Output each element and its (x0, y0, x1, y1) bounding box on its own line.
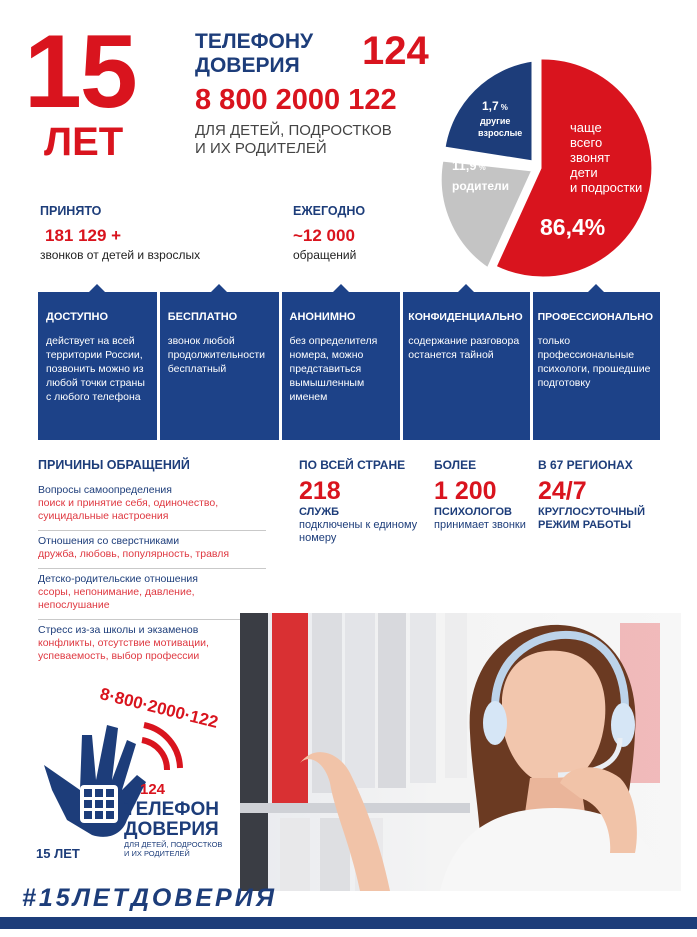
signal-arc-2 (144, 725, 180, 768)
reason-title: Вопросы самоопределения (38, 484, 172, 496)
feature-confidential (403, 292, 529, 440)
years-word: ЛЕТ (44, 120, 124, 164)
reason-sub: ссоры, непонимание, давление, непослушание (38, 586, 195, 611)
kpi-sub (434, 506, 534, 532)
bottom-bar (0, 917, 697, 929)
feature-text: действует на всей территории России, позвонить можно из любой точки страны с любого телефона (46, 335, 145, 403)
pie-label-children-1: чаще (570, 120, 602, 135)
list-item (38, 480, 266, 531)
kpi-sub-bold-2: РЕЖИМ РАБОТЫ (538, 519, 632, 531)
feature-text: только профессиональные психологи, прошедшие подготовку (537, 335, 651, 389)
stat-yearly-value: ~12 000 (293, 226, 355, 245)
feature-title: КОНФИДЕНЦИАЛЬНО (408, 311, 523, 323)
logo-for-line-1: ДЛЯ ДЕТЕЙ, ПОДРОСТКОВ (124, 840, 223, 849)
kpi-sub-bold: КРУГЛОСУТОЧНЫЙ (538, 506, 645, 518)
kpi-value: 1 200 (434, 477, 497, 505)
audience-text (195, 122, 415, 158)
pie-label-other-1: другие (480, 116, 511, 126)
operator-photo (240, 613, 681, 891)
feature-title: АНОНИМНО (289, 311, 356, 323)
kpi-sub-bold: ПСИХОЛОГОВ (434, 506, 512, 518)
pie-label-children-2: всего (570, 135, 603, 150)
stat-yearly-label: ЕЖЕГОДНО (293, 204, 366, 218)
keypad-buttons (84, 789, 114, 819)
feature-text: звонок любой продолжительности бесплатный (167, 335, 265, 375)
kpi-label: ПО ВСЕЙ СТРАНЕ (299, 458, 406, 472)
list-item (38, 569, 266, 620)
kpi-psychologists (434, 458, 534, 532)
audience-line-2: И ИХ РОДИТЕЛЕЙ (195, 140, 327, 157)
pie-label-children-5: и подростки (570, 180, 643, 195)
stat-accepted-label: ПРИНЯТО (40, 204, 102, 218)
stat-yearly-sub: обращений (293, 248, 357, 262)
feature-text: без определителя номера, можно представиться вымышленным именем (289, 335, 378, 403)
stat-accepted (40, 204, 200, 262)
feature-title: БЕСПЛАТНО (167, 311, 238, 323)
kpi-label: БОЛЕЕ (434, 458, 477, 472)
reason-title: Отношения со сверстниками (38, 535, 180, 547)
feature-professional (533, 292, 660, 440)
pie-label-other-2: взрослые (478, 128, 523, 138)
kpi-sub (538, 506, 678, 532)
kpi-label: В 67 РЕГИОНАХ (538, 458, 633, 472)
hashtag: #15ЛЕТДОВЕРИЯ (22, 884, 277, 912)
audience-line-1: ДЛЯ ДЕТЕЙ, ПОДРОСТКОВ (195, 122, 392, 139)
reasons-title: ПРИЧИНЫ ОБРАЩЕНИЙ (38, 458, 190, 472)
pie-label-other-value: 1,7 % (482, 99, 508, 113)
signal-arc-1 (142, 740, 167, 770)
logo-arc-number: 8·800·2000·122 (98, 684, 221, 732)
title-line-2: ДОВЕРИЯ (195, 54, 300, 77)
reason-sub: поиск и принятие себя, одиночество, суицидальные настроения (38, 497, 219, 522)
logo-years: 15 ЛЕТ (36, 846, 80, 861)
callers-pie-chart (440, 52, 665, 292)
kpi-sub (299, 506, 424, 545)
reason-title: Стресс из-за школы и экзаменов (38, 624, 199, 636)
kpi-regions (538, 458, 678, 532)
kpi-services (299, 458, 424, 545)
feature-free (160, 292, 279, 440)
stat-accepted-value: 181 129 + (45, 226, 122, 245)
helpline-logo (22, 680, 242, 870)
pie-label-parents-value: 11,9 % (452, 158, 486, 173)
list-item (38, 620, 266, 670)
feature-title: ДОСТУПНО (46, 311, 109, 323)
pie-label-children-value: 86,4% (540, 214, 606, 240)
features-row (38, 292, 660, 440)
phone-number: 8 800 2000 122 (195, 84, 397, 116)
short-number: 124 (362, 29, 429, 73)
feature-anonymous (282, 292, 401, 440)
kpi-value: 24/7 (538, 477, 587, 505)
pie-label-parents: родители (452, 179, 510, 193)
kpi-value: 218 (299, 477, 341, 505)
pie-label-children-3: звонят (570, 150, 611, 165)
kpi-sub-bold: СЛУЖБ (299, 506, 340, 518)
reason-title: Детско-родительские отношения (38, 573, 198, 585)
feature-text: содержание разговора останется тайной (408, 335, 520, 361)
reason-sub: конфликты, отсутствие мотивации, успеваемость, выбор профессии (38, 637, 209, 662)
reasons-list (38, 458, 266, 670)
kpi-sub-text: подключены к единому номеру (299, 519, 418, 544)
years-number: 15 (24, 14, 136, 130)
feature-title: ПРОФЕССИОНАЛЬНО (537, 311, 654, 323)
feature-accessible (38, 292, 157, 440)
kpi-sub-text: принимает звонки (434, 519, 526, 531)
pie-label-children-4: дети (570, 165, 598, 180)
logo-for-line-2: И ИХ РОДИТЕЛЕЙ (124, 849, 190, 858)
logo-name-line-2: ДОВЕРИЯ (124, 819, 219, 840)
stat-accepted-sub: звонков от детей и взрослых (40, 248, 201, 262)
title-line-1: ТЕЛЕФОНУ (195, 30, 314, 53)
stat-yearly (293, 204, 365, 262)
operator-illustration (240, 613, 681, 891)
reason-sub: дружба, любовь, популярность, травля (38, 548, 230, 560)
logo-short-number: 124 (140, 781, 166, 798)
list-item (38, 531, 266, 569)
logo-name-line-1: ТЕЛЕФОН (124, 799, 219, 820)
